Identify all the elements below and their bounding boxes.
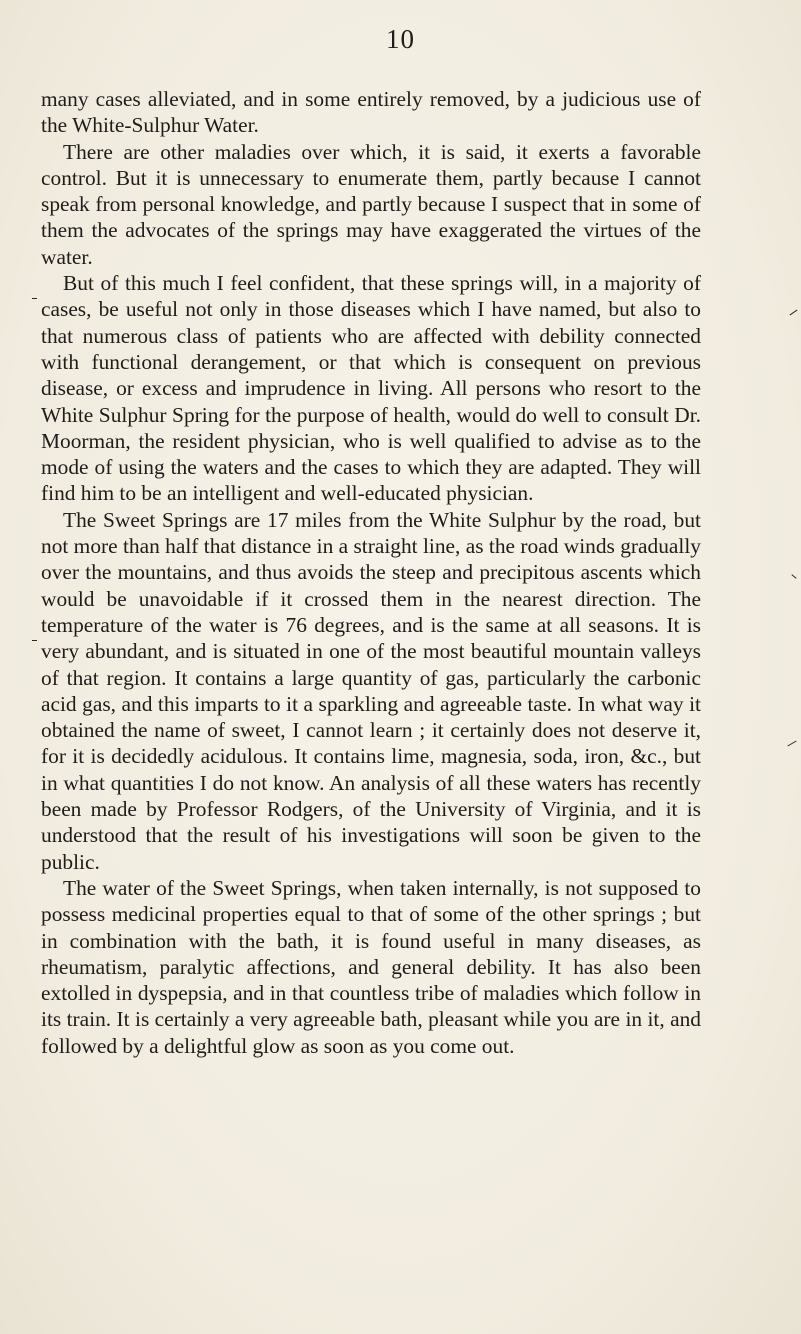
paragraph-2: There are other maladies over which, it is said, it exerts a favorable control. But it is unnecessary to enumerate them, partly because I cannot speak from personal knowledge, and partly because I suspect that in some of them the advocates of the springs may have exaggerated the virtues of the water. [41,139,701,269]
body-text [41,86,701,1059]
paragraph-3: But of this much I feel confident, that these springs will, in a majority of cases, be useful not only in those diseases which I have named, but also to that numerous class of patients who are affected with debility connected with functional derangement, or that which is consequent on previous disease, or excess and imprudence in living. All persons who resort to the White Sulphur Spring for the purpose of health, would do well to consult Dr. Moorman, the resident physician, who is well qualified to advise as to the mode of using the waters and the cases to which they are adapted. They will find him to be an intelligent and well-educated physician. [41,271,701,506]
margin-mark [787,741,796,747]
page-number: 10 [386,24,415,54]
margin-mark [791,574,796,579]
margin-mark [32,640,37,641]
paragraph-5: The water of the Sweet Springs, when taken internally, is not supposed to possess medicinal properties equal to that of some of the other springs ; but in combination with the bath, it is found useful in many diseases, as rheumatism, paralytic affections, and general debility. It has also been extolled in dyspepsia, and in that countless tribe of maladies which follow in its train. It is certainly a very agreeable bath, pleasant while you are in it, and followed by a delightful glow as soon as you come out. [41,875,701,1058]
margin-mark [790,310,798,316]
margin-mark [32,298,37,299]
paragraph-1: many cases alleviated, and in some entirely removed, by a judicious use of the White-Sulphur Water. [41,87,701,138]
paragraph-4: The Sweet Springs are 17 miles from the White Sulphur by the road, but not more than half that distance in a straight line, as the road winds gradually over the mountains, and thus avoids the steep and precipitous ascents which would be unavoidable if it crossed them in the nearest direction. The temperature of the water is 76 degrees, and is the same at all seasons. It is very abundant, and is situated in one of the most beautiful mountain valleys of that region. It contains a large quantity of gas, particularly the carbonic acid gas, and this imparts to it a sparkling and agreeable taste. In what way it obtained the name of sweet, I cannot learn ; it certainly does not deserve it, for it is decidedly acidulous. It contains lime, magnesia, soda, iron, &c., but in what quantities I do not know. An analysis of all these waters has recently been made by Professor Rodgers, of the University of Virginia, and it is understood that the result of his investigations will soon be given to the public. [41,507,701,874]
